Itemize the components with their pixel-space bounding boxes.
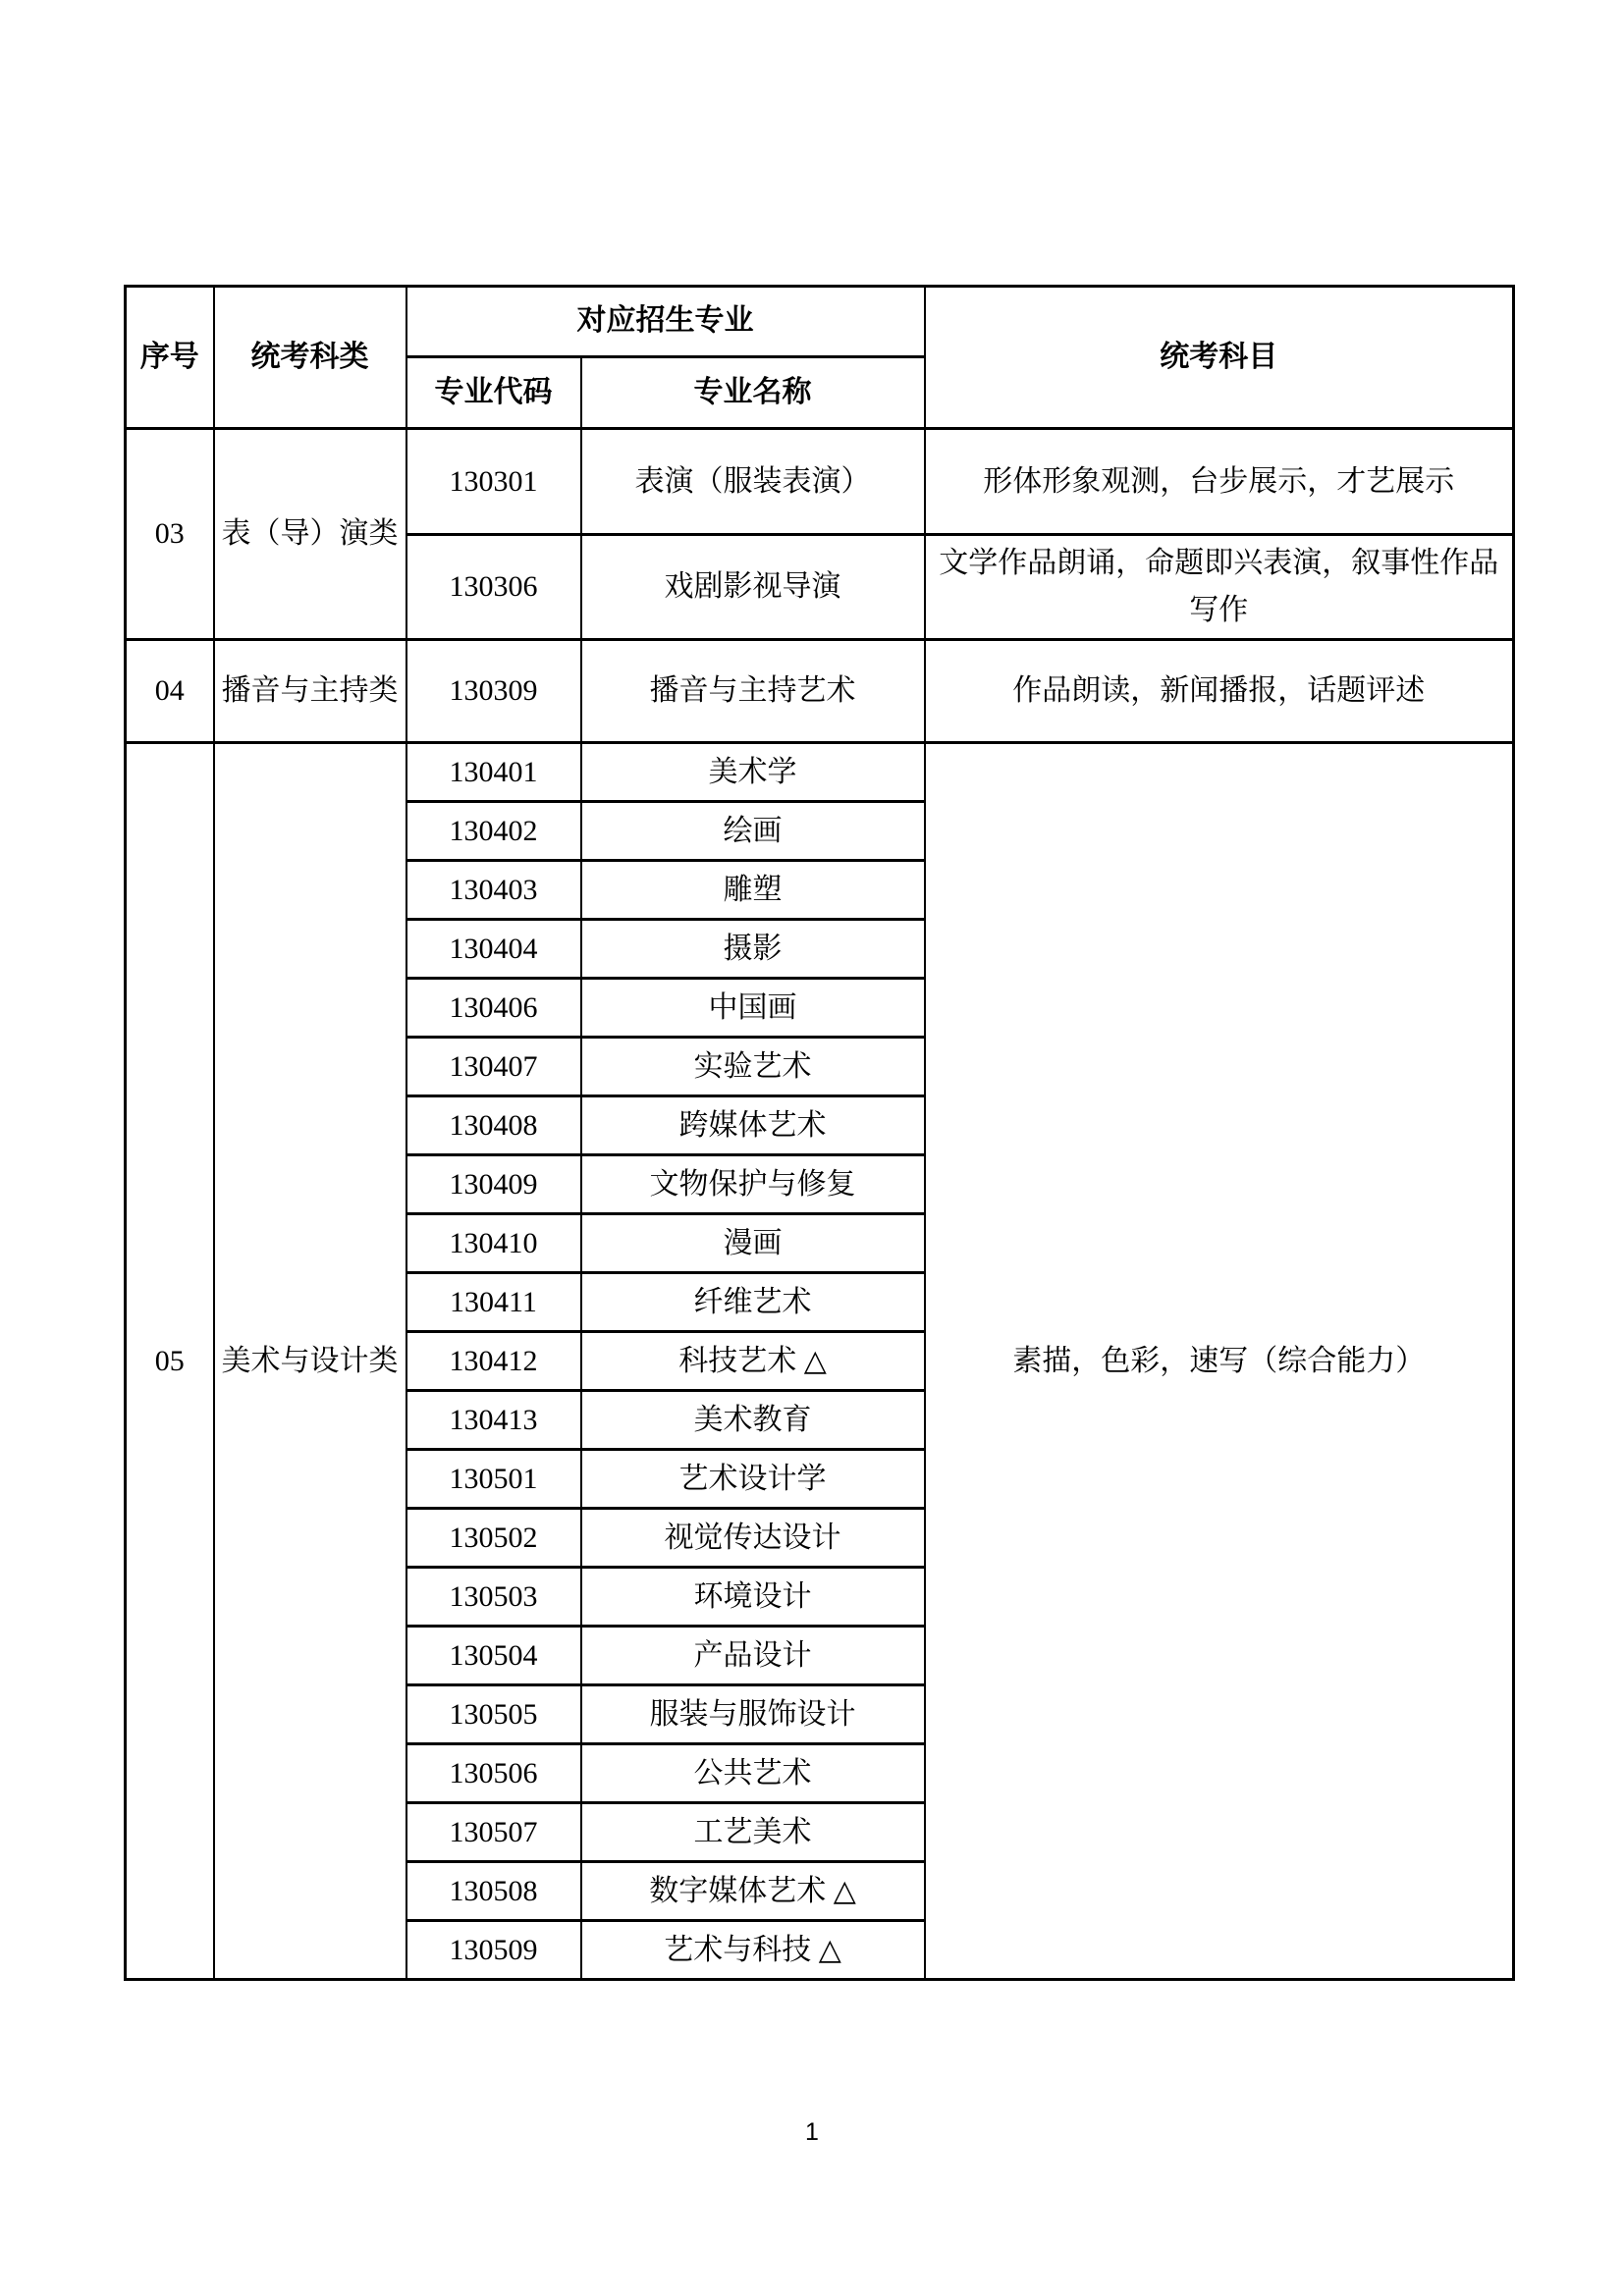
- major-code-cell: 130410: [406, 1214, 581, 1273]
- major-name-cell: 视觉传达设计: [581, 1509, 925, 1568]
- major-name-cell: 美术教育: [581, 1391, 925, 1450]
- major-name-cell: 跨媒体艺术: [581, 1096, 925, 1155]
- header-row-1: [126, 287, 1514, 357]
- serial-number-cell: 05: [126, 743, 214, 1980]
- major-name-cell: 艺术设计学: [581, 1450, 925, 1509]
- table-row: [126, 743, 1514, 802]
- major-name-cell: 中国画: [581, 979, 925, 1038]
- major-code-cell: 130503: [406, 1568, 581, 1627]
- exam-subjects-cell: 作品朗读，新闻播报，话题评述: [925, 640, 1514, 743]
- major-name-cell: 艺术与科技 △: [581, 1921, 925, 1980]
- major-name-cell: 数字媒体艺术 △: [581, 1862, 925, 1921]
- header-exam-subjects: 统考科目: [925, 287, 1514, 429]
- major-name-cell: 美术学: [581, 743, 925, 802]
- major-code-cell: 130509: [406, 1921, 581, 1980]
- header-serial-number: 序号: [126, 287, 214, 429]
- exam-subjects-cell: 素描，色彩，速写（综合能力）: [925, 743, 1514, 1980]
- exam-subjects-cell: 形体形象观测，台步展示，才艺展示: [925, 429, 1514, 535]
- major-code-cell: 130408: [406, 1096, 581, 1155]
- major-code-cell: 130406: [406, 979, 581, 1038]
- major-name-cell: 摄影: [581, 920, 925, 979]
- major-code-cell: 130504: [406, 1627, 581, 1685]
- major-code-cell: 130409: [406, 1155, 581, 1214]
- major-name-cell: 播音与主持艺术: [581, 640, 925, 743]
- exam-table-container: [124, 285, 1515, 1981]
- major-code-cell: 130502: [406, 1509, 581, 1568]
- major-code-cell: 130411: [406, 1273, 581, 1332]
- major-code-cell: 130407: [406, 1038, 581, 1096]
- table-row: [126, 640, 1514, 743]
- major-name-cell: 纤维艺术: [581, 1273, 925, 1332]
- major-name-cell: 漫画: [581, 1214, 925, 1273]
- major-name-cell: 公共艺术: [581, 1744, 925, 1803]
- major-code-cell: 130309: [406, 640, 581, 743]
- major-code-cell: 130401: [406, 743, 581, 802]
- major-code-cell: 130306: [406, 535, 581, 640]
- major-name-cell: 工艺美术: [581, 1803, 925, 1862]
- major-name-cell: 服装与服饰设计: [581, 1685, 925, 1744]
- exam-subjects-cell: 文学作品朗诵，命题即兴表演，叙事性作品写作: [925, 535, 1514, 640]
- major-name-cell: 科技艺术 △: [581, 1332, 925, 1391]
- table-row: [126, 429, 1514, 535]
- serial-number-cell: 04: [126, 640, 214, 743]
- header-majors-group: 对应招生专业: [406, 287, 925, 357]
- major-name-cell: 雕塑: [581, 861, 925, 920]
- header-major-name: 专业名称: [581, 357, 925, 429]
- major-code-cell: 130507: [406, 1803, 581, 1862]
- major-name-cell: 产品设计: [581, 1627, 925, 1685]
- major-code-cell: 130505: [406, 1685, 581, 1744]
- major-name-cell: 戏剧影视导演: [581, 535, 925, 640]
- major-code-cell: 130501: [406, 1450, 581, 1509]
- major-code-cell: 130404: [406, 920, 581, 979]
- serial-number-cell: 03: [126, 429, 214, 640]
- major-code-cell: 130412: [406, 1332, 581, 1391]
- major-code-cell: 130506: [406, 1744, 581, 1803]
- major-code-cell: 130402: [406, 802, 581, 861]
- header-exam-category: 统考科类: [214, 287, 406, 429]
- major-code-cell: 130403: [406, 861, 581, 920]
- major-name-cell: 绘画: [581, 802, 925, 861]
- exam-category-cell: 表（导）演类: [214, 429, 406, 640]
- major-name-cell: 环境设计: [581, 1568, 925, 1627]
- major-name-cell: 表演（服装表演）: [581, 429, 925, 535]
- major-code-cell: 130413: [406, 1391, 581, 1450]
- major-name-cell: 实验艺术: [581, 1038, 925, 1096]
- major-code-cell: 130508: [406, 1862, 581, 1921]
- header-major-code: 专业代码: [406, 357, 581, 429]
- exam-majors-table: [124, 285, 1515, 1981]
- exam-category-cell: 播音与主持类: [214, 640, 406, 743]
- page-number: 1: [805, 2118, 819, 2146]
- major-name-cell: 文物保护与修复: [581, 1155, 925, 1214]
- exam-category-cell: 美术与设计类: [214, 743, 406, 1980]
- major-code-cell: 130301: [406, 429, 581, 535]
